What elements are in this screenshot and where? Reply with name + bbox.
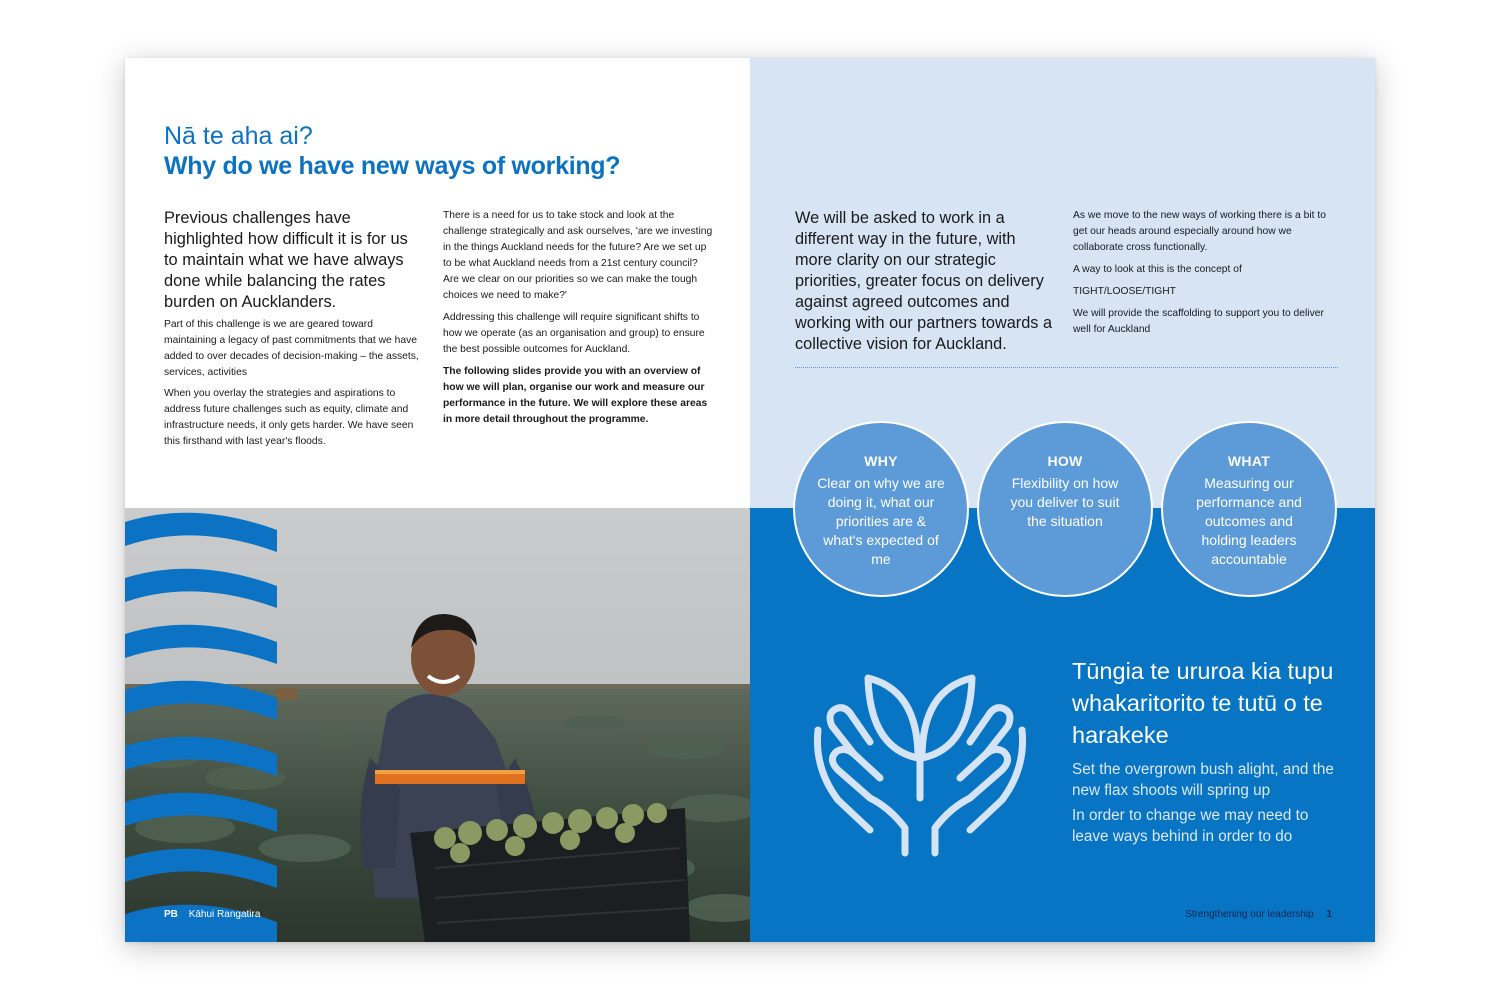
lead-paragraph: Previous challenges have highlighted how difficult it is for us to maintain what we have always done while balancing the rates burden on Aucklanders. [164, 209, 408, 311]
right-column [1073, 208, 1343, 344]
emphasis-paragraph: The following slides provide you with an overview of how we will plan, organise our work and measure our performance in the future. We will explore these areas in more detail throughout the programme. [443, 366, 708, 425]
left-page [125, 58, 750, 942]
footer-right [1185, 909, 1332, 920]
proverb-block [1072, 655, 1347, 851]
circle-title: WHY [864, 453, 898, 469]
hands-holding-plant-icon [810, 668, 1030, 863]
farmer-photo [125, 508, 750, 942]
how-circle [977, 421, 1153, 597]
circle-body: Clear on why we are doing it, what our priorities are & what's expected of me [817, 475, 945, 567]
body-paragraph: Addressing this challenge will require significant shifts to how we operate (as an organisation and group) to ensure the best possible outcomes for Auckland. [443, 312, 705, 355]
right-page [750, 58, 1375, 942]
body-paragraph: When you overlay the strategies and aspirations to address future challenges such as equity, climate and infrastructure needs, it only gets harder. We have seen this firsthand with last year's floods. [164, 388, 414, 447]
proverb-meaning: In order to change we may need to leave ways behind in order to do [1072, 807, 1309, 845]
circle-body: Measuring our performance and outcomes and holding leaders accountable [1196, 475, 1302, 567]
publication-title: Kāhui Rangatira [188, 909, 261, 920]
body-paragraph: As we move to the new ways of working there is a bit to get our heads around especially around how we collaborate cross functionally. [1073, 210, 1326, 253]
proverb-translation: Set the overgrown bush alight, and the new flax shoots will spring up [1072, 761, 1334, 799]
body-paragraph: A way to look at this is the concept of [1073, 264, 1242, 275]
circle-title: WHAT [1227, 453, 1271, 469]
why-circle [793, 421, 969, 597]
left-column-b [443, 208, 713, 434]
circle-body: Flexibility on how you deliver to suit the situation [1010, 475, 1120, 529]
body-paragraph: There is a need for us to take stock and look at the challenge strategically and ask ourselves, 'are we investing in the things Auckland needs for the future? Are we set up to be what Auckland needs from a 21st century council? Are we clear on our priorities so we can make the tough choices we need to make?' [443, 210, 713, 301]
page-number: 1 [1326, 909, 1332, 920]
what-circle [1161, 421, 1337, 597]
section-kicker: Nā te aha ai? [164, 122, 313, 150]
dotted-divider [795, 367, 1338, 368]
body-paragraph: Part of this challenge is we are geared toward maintaining a legacy of past commitments that we have added to over decades of decision-making – the assets, services, activities [164, 319, 419, 378]
brochure-spread [125, 58, 1375, 942]
publication-section: Strengthening our leadership [1185, 909, 1314, 920]
page-number: PB [164, 909, 178, 920]
body-paragraph: We will provide the scaffolding to support you to deliver well for Auckland [1073, 308, 1324, 335]
concept-label: TIGHT/LOOSE/TIGHT [1073, 286, 1176, 297]
footer-left [164, 909, 260, 920]
page-headline: Why do we have new ways of working? [164, 152, 621, 180]
circle-title: HOW [1047, 453, 1083, 469]
lead-paragraph: We will be asked to work in a different way in the future, with more clarity on our strategic priorities, greater focus on delivery against agreed outcomes and working with our partners towards a collective vision for Auckland. [795, 209, 1052, 353]
left-column-a [164, 208, 426, 455]
proverb-maori: Tūngia te ururoa kia tupu whakaritorito te tutū o te harakeke [1072, 658, 1334, 748]
